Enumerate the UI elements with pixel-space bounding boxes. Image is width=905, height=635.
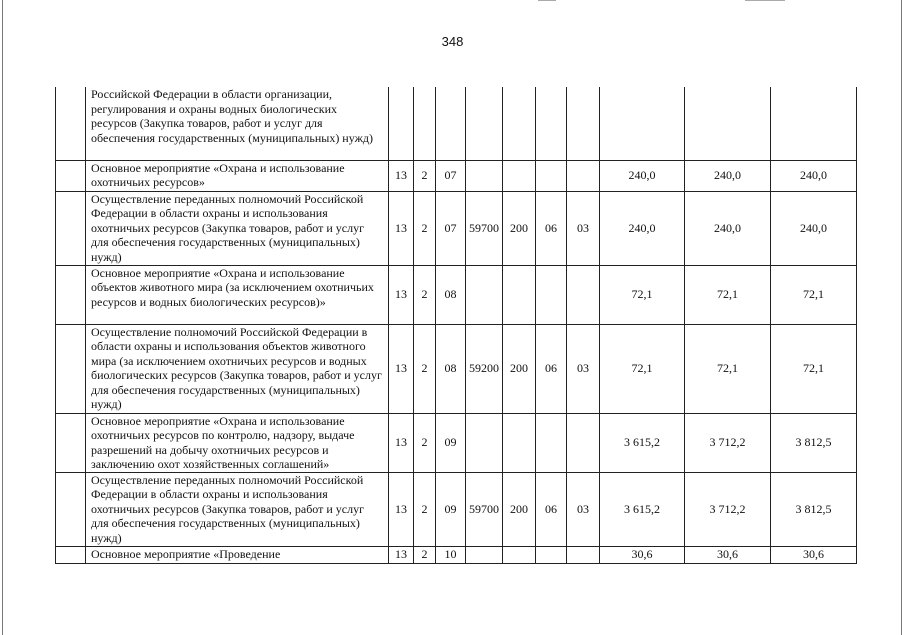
cell-code-2 [414,87,436,160]
cell-section [536,413,567,472]
cell-amount-1: 72,1 [600,324,685,413]
cell-code-1 [389,87,414,160]
cell-code-2: 2 [414,472,436,546]
page-number: 348 [441,34,464,49]
cell-amount-1 [600,87,685,160]
cell-subsection [567,413,600,472]
cell-section [536,265,567,324]
cell-subsection: 03 [567,324,600,413]
cell-code-3: 07 [436,160,466,191]
scan-mark [538,0,556,1]
cell-amount-3: 72,1 [771,265,857,324]
cell-amount-1: 3 615,2 [600,472,685,546]
table-row [56,87,857,160]
row-description: Основное мероприятие «Охрана и использование охотничьих ресурсов» [86,160,389,191]
cell-target-article [466,413,503,472]
cell-expense-type: 200 [503,472,536,546]
blank-cell [56,87,86,160]
cell-amount-2: 72,1 [685,324,771,413]
table-row [56,324,857,413]
cell-code-2: 2 [414,546,436,563]
cell-code-2: 2 [414,324,436,413]
cell-code-3: 10 [436,546,466,563]
cell-target-article [466,87,503,160]
scan-edge-left [2,0,3,635]
cell-amount-1: 3 615,2 [600,413,685,472]
blank-cell [56,160,86,191]
cell-amount-1: 240,0 [600,191,685,265]
blank-cell [56,265,86,324]
table-row [56,546,857,563]
cell-expense-type [503,546,536,563]
cell-expense-type: 200 [503,191,536,265]
table-row [56,160,857,191]
cell-amount-2 [685,87,771,160]
cell-code-1: 13 [389,413,414,472]
cell-expense-type [503,160,536,191]
cell-code-1: 13 [389,546,414,563]
cell-code-1: 13 [389,324,414,413]
cell-code-2: 2 [414,160,436,191]
cell-expense-type [503,265,536,324]
row-description: Основное мероприятие «Проведение [86,546,389,563]
cell-code-2: 2 [414,413,436,472]
cell-code-3: 08 [436,265,466,324]
cell-amount-3: 72,1 [771,324,857,413]
cell-code-3: 09 [436,472,466,546]
cell-code-2: 2 [414,191,436,265]
cell-subsection [567,546,600,563]
cell-amount-3 [771,87,857,160]
table-row [56,413,857,472]
table-row [56,472,857,546]
cell-amount-1: 30,6 [600,546,685,563]
cell-code-3: 09 [436,413,466,472]
scan-mark [745,0,785,1]
blank-cell [56,324,86,413]
cell-section [536,160,567,191]
cell-code-3: 07 [436,191,466,265]
cell-amount-2: 30,6 [685,546,771,563]
cell-target-article: 59200 [466,324,503,413]
blank-cell [56,472,86,546]
cell-amount-1: 240,0 [600,160,685,191]
cell-code-3: 08 [436,324,466,413]
cell-target-article: 59700 [466,472,503,546]
cell-subsection: 03 [567,191,600,265]
cell-expense-type: 200 [503,324,536,413]
cell-subsection [567,160,600,191]
row-description: Осуществление переданных полномочий Российской Федерации в области охраны и использования охотничьих ресурсов (Закупка товаров, работ и услуг для обеспечения государственных (муниципальных) нужд) [86,472,389,546]
cell-section [536,546,567,563]
row-description: Основное мероприятие «Охрана и использование объектов животного мира (за исключением охотничьих ресурсов и водных биологических ресурсов)» [86,265,389,324]
cell-subsection [567,87,600,160]
cell-section: 06 [536,324,567,413]
scan-edge-right [901,0,902,635]
cell-target-article [466,160,503,191]
cell-expense-type [503,87,536,160]
cell-target-article [466,265,503,324]
blank-cell [56,191,86,265]
row-description: Российской Федерации в области организации, регулирования и охраны водных биологических ресурсов (Закупка товаров, работ и услуг для обеспечения государственных (муниципальных) нужд) [86,87,389,160]
cell-target-article [466,546,503,563]
cell-amount-2: 3 712,2 [685,413,771,472]
cell-section [536,87,567,160]
cell-expense-type [503,413,536,472]
cell-amount-1: 72,1 [600,265,685,324]
cell-section: 06 [536,472,567,546]
cell-amount-3: 3 812,5 [771,413,857,472]
cell-subsection [567,265,600,324]
cell-code-1: 13 [389,160,414,191]
cell-amount-3: 240,0 [771,160,857,191]
cell-code-1: 13 [389,265,414,324]
row-description: Основное мероприятие «Охрана и использование охотничьих ресурсов по контролю, надзору, выдаче разрешений на добычу охотничьих ресурсов и заключению охот хозяйственных соглашений» [86,413,389,472]
cell-code-2: 2 [414,265,436,324]
cell-amount-2: 72,1 [685,265,771,324]
budget-table [55,87,857,564]
row-description: Осуществление переданных полномочий Российской Федерации в области охраны и использования охотничьих ресурсов (Закупка товаров, работ и услуг для обеспечения государственных (муниципальных) нужд) [86,191,389,265]
blank-cell [56,413,86,472]
cell-code-3 [436,87,466,160]
cell-target-article: 59700 [466,191,503,265]
cell-section: 06 [536,191,567,265]
cell-amount-3: 3 812,5 [771,472,857,546]
row-description: Осуществление полномочий Российской Федерации в области охраны и использования объектов животного мира (за исключением охотничьих ресурсов и водных биологических ресурсов (Закупка товаров, работ и услуг для обеспечения государственных (муниципальных) нужд) [86,324,389,413]
cell-amount-2: 3 712,2 [685,472,771,546]
blank-cell [56,546,86,563]
table-row [56,191,857,265]
cell-amount-3: 240,0 [771,191,857,265]
cell-amount-2: 240,0 [685,191,771,265]
cell-amount-3: 30,6 [771,546,857,563]
cell-code-1: 13 [389,472,414,546]
cell-subsection: 03 [567,472,600,546]
cell-amount-2: 240,0 [685,160,771,191]
table-row [56,265,857,324]
cell-code-1: 13 [389,191,414,265]
